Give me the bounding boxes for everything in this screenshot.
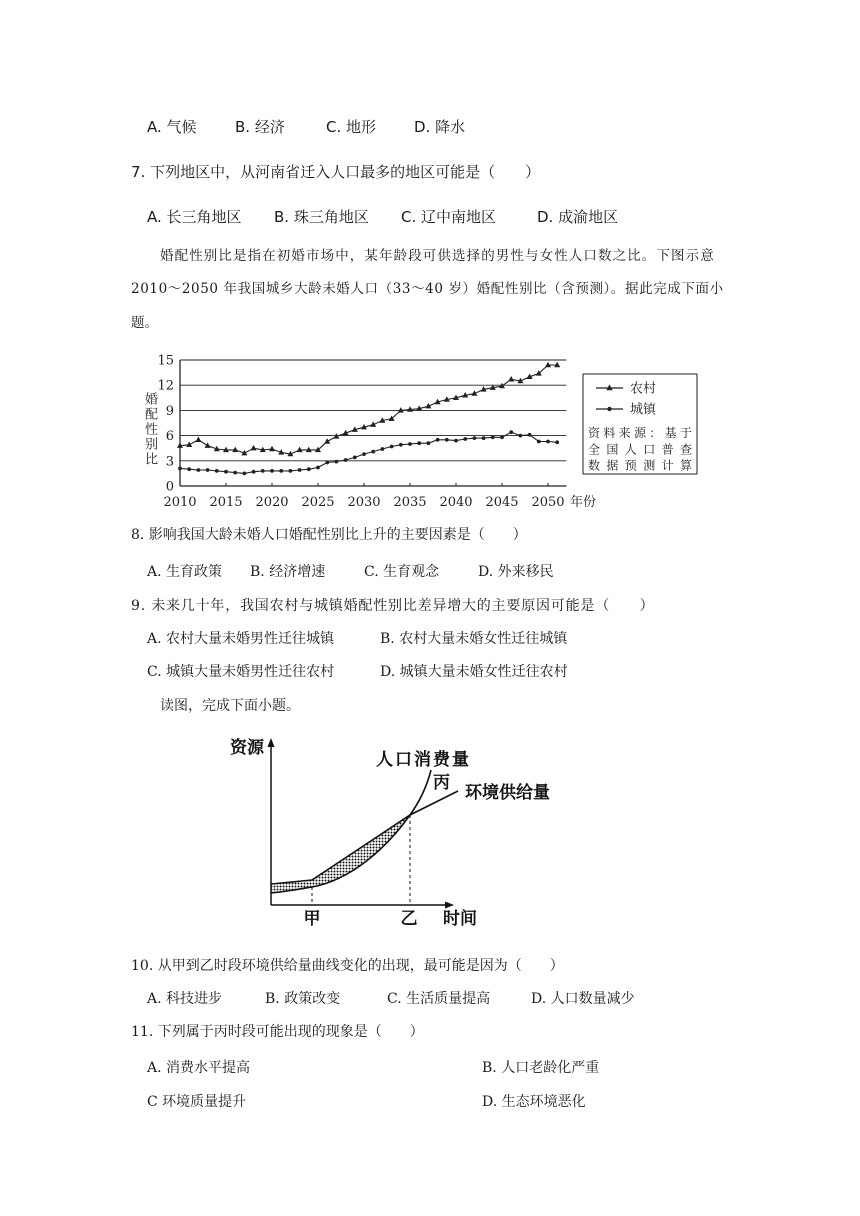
q11-option-d: D. 生态环境恶化 (482, 1094, 586, 1110)
q9-option-a: A. 农村大量未婚男性迁往城镇 (147, 631, 335, 647)
q9-option-b: B. 农村大量未婚女性迁往城镇 (380, 631, 568, 647)
urban-data-point (445, 438, 449, 442)
diagram-x-axis-arrow (445, 902, 454, 909)
q10-stem: 10. 从甲到乙时段环境供给量曲线变化的出现，最可能是因为（ ） (131, 958, 564, 974)
urban-data-point (519, 434, 523, 438)
q8-option-a: A. 生育政策 (147, 564, 223, 580)
urban-data-point (261, 469, 265, 473)
urban-data-point (233, 471, 237, 475)
x-tick-label: 2025 (301, 495, 335, 510)
urban-data-point (482, 436, 486, 440)
x-tick-label: 2045 (485, 495, 519, 510)
diagram-x-axis-label: 时间 (443, 909, 477, 929)
urban-data-point (178, 467, 182, 471)
urban-data-point (473, 436, 477, 440)
urban-data-point (289, 469, 293, 473)
q8-stem: 8. 影响我国大龄未婚人口婚配性别比上升的主要因素是（ ） (131, 527, 527, 543)
q9-option-c: C. 城镇大量未婚男性迁往农村 (147, 664, 335, 680)
q8-option-b: B. 经济增速 (250, 564, 326, 580)
urban-data-point (325, 461, 329, 465)
urban-data-point (243, 472, 247, 476)
q8-option-d: D. 外来移民 (478, 564, 554, 580)
urban-data-point (298, 468, 302, 472)
x-tick-label: 2050 (531, 495, 565, 510)
urban-data-point (399, 443, 403, 447)
urban-data-point (528, 433, 532, 437)
legend-source-note-line-2: 全国人口普查 (588, 442, 692, 457)
x-tick-label: 2035 (393, 495, 427, 510)
urban-data-point (335, 460, 339, 464)
passage-line-2: 2010～2050 年我国城乡大龄未婚人口（33～40 岁）婚配性别比（含预测）。据此完成下面小 (131, 281, 724, 297)
resource-time-diagram (220, 735, 565, 930)
q9-stem: 9. 未来几十年，我国农村与城镇婚配性别比差异增大的主要原因可能是（ ） (131, 598, 655, 614)
x-tick-label: 2010 (163, 495, 197, 510)
period-label-yi: 乙 (400, 909, 418, 929)
x-tick-label: 2015 (209, 495, 243, 510)
q9-option-d: D. 城镇大量未婚女性迁往农村 (380, 664, 568, 680)
diagram-supply-curve (271, 791, 458, 884)
rural-data-point (508, 376, 514, 382)
chart-legend (583, 374, 697, 474)
passage-line-3: 题。 (131, 315, 158, 331)
urban-data-point (500, 435, 504, 439)
period-label-jia: 甲 (303, 909, 321, 929)
q11-option-b: B. 人口老龄化严重 (482, 1060, 600, 1076)
urban-data-point (537, 440, 541, 444)
diagram-y-axis-arrow (268, 738, 275, 747)
urban-data-point (555, 440, 559, 444)
urban-data-point (206, 468, 210, 472)
urban-data-point (417, 441, 421, 445)
q6-option-b: B. 经济 (235, 118, 285, 136)
x-tick-label: 2030 (347, 495, 381, 510)
legend-rural-label: 农村 (630, 381, 657, 397)
urban-data-point (307, 467, 311, 471)
q10-option-b: B. 政策改变 (265, 991, 341, 1007)
q6-option-c: C. 地形 (326, 118, 377, 136)
urban-data-point (491, 435, 495, 439)
q11-option-c: C 环境质量提升 (147, 1094, 247, 1110)
x-tick-label: 2040 (439, 495, 473, 510)
rural-data-point (251, 445, 257, 451)
urban-data-point (252, 470, 256, 474)
q10-option-a: A. 科技进步 (147, 991, 223, 1007)
y-tick-label: 15 (157, 353, 174, 369)
marriage-sex-ratio-chart (140, 345, 710, 515)
urban-data-point (316, 466, 320, 470)
q6-option-a: A. 气候 (147, 118, 197, 136)
urban-data-point (187, 467, 191, 471)
y-tick-label: 3 (165, 454, 174, 470)
rural-data-point (269, 446, 275, 452)
supply-curve-label: 环境供给量 (465, 783, 550, 803)
diagram-consumption-curve (271, 770, 431, 893)
chart-x-axis-label: 年份 (569, 495, 597, 510)
q7-option-a: A. 长三角地区 (147, 208, 242, 226)
legend-dot-marker (607, 407, 611, 411)
rural-data-point (205, 442, 211, 448)
chart-y-axis-label: 婚配性别比 (142, 392, 157, 467)
read-figure-instruction: 读图，完成下面小题。 (160, 698, 300, 714)
period-label-bing: 丙 (433, 773, 450, 793)
urban-data-point (509, 430, 513, 434)
urban-data-point (381, 447, 385, 451)
q10-option-d: D. 人口数量减少 (531, 991, 635, 1007)
q6-option-d: D. 降水 (414, 118, 466, 136)
urban-data-point (215, 469, 219, 473)
q11-option-a: A. 消费水平提高 (147, 1060, 251, 1076)
q7-option-b: B. 珠三角地区 (274, 208, 369, 226)
consumption-curve-label: 人口消费量 (376, 750, 469, 770)
y-tick-label: 0 (165, 479, 174, 495)
urban-data-point (224, 470, 228, 474)
y-tick-label: 12 (157, 378, 174, 394)
urban-data-point (408, 442, 412, 446)
urban-data-point (279, 469, 283, 473)
urban-data-point (390, 445, 394, 449)
series-line-rural (180, 365, 557, 454)
q7-option-c: C. 辽中南地区 (401, 208, 497, 226)
y-tick-label: 6 (165, 429, 174, 445)
q8-option-c: C. 生育观念 (364, 564, 440, 580)
urban-data-point (344, 458, 348, 462)
urban-data-point (270, 469, 274, 473)
urban-data-point (362, 452, 366, 456)
urban-data-point (463, 437, 467, 441)
rural-data-point (195, 437, 201, 443)
urban-data-point (197, 468, 201, 472)
legend-urban-label: 城镇 (630, 402, 657, 418)
q10-option-c: C. 生活质量提高 (387, 991, 491, 1007)
urban-data-point (546, 440, 550, 444)
y-tick-label: 9 (165, 403, 174, 419)
q7-option-d: D. 成渝地区 (537, 208, 619, 226)
urban-data-point (371, 450, 375, 454)
urban-data-point (353, 456, 357, 460)
diagram-y-axis-label: 资源 (230, 738, 264, 758)
chart-plot-area (157, 354, 566, 511)
urban-data-point (454, 439, 458, 443)
q11-stem: 11. 下列属于丙时段可能出现的现象是（ ） (131, 1024, 424, 1040)
legend-source-note-line-1: 资料来源：基于 (588, 426, 692, 440)
urban-data-point (427, 441, 431, 445)
legend-source-note-line-3: 数据预测计算 (588, 458, 692, 473)
urban-data-point (436, 438, 440, 442)
x-tick-label: 2020 (255, 495, 289, 510)
passage-line-1: 婚配性别比是指在初婚市场中，某年龄段可供选择的男性与女性人口数之比。下图示意 (160, 248, 715, 264)
q7-stem: 7. 下列地区中，从河南省迁入人口最多的地区可能是（ ） (131, 163, 541, 181)
